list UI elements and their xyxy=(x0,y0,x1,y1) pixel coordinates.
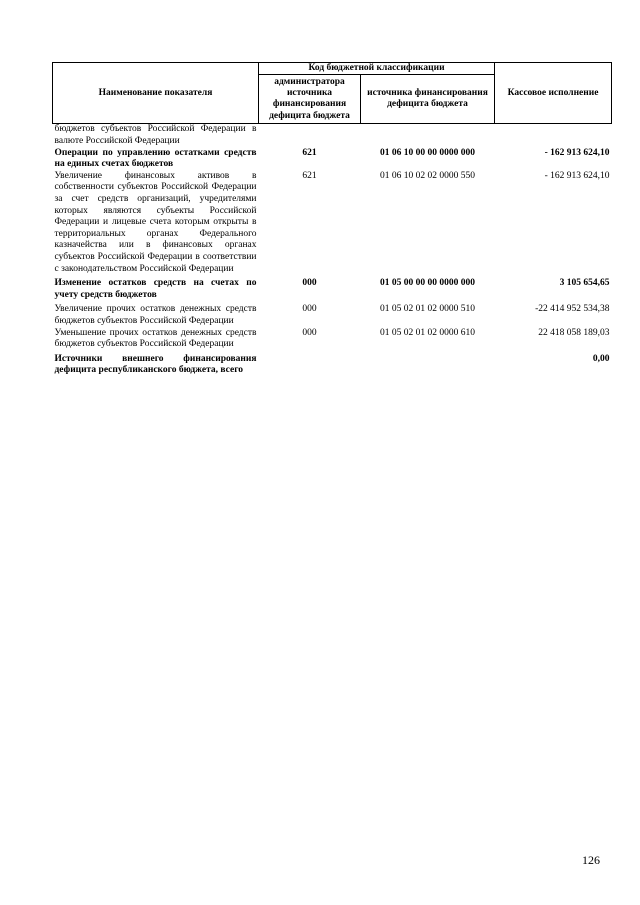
table-row xyxy=(53,328,612,351)
row-admin-code: 000 xyxy=(302,304,317,315)
row-source-code: 01 05 02 01 02 0000 510 xyxy=(380,304,475,315)
row-amount: - 162 913 624,10 xyxy=(544,170,610,181)
table-body xyxy=(53,124,612,377)
row-name: Изменение остатков средств на счетах по учету средств бюджетов xyxy=(54,278,257,300)
row-source-code: 01 05 02 01 02 0000 610 xyxy=(380,327,475,338)
row-name: Увеличение финансовых активов в собственности субъектов Российской Федерации за счет средств организаций, учредителями которых являются субъекты Российской Федерации и лицевые счета которым открыты в территориальных органах Федерального казначейства или в финансовых органах субъектов Российской Федерации в соответствии с законодательством Российской Федерации xyxy=(54,170,257,274)
header-administrator: администратора источника финансирования дефицита бюджета xyxy=(259,75,361,124)
row-source-code: 01 06 10 02 02 0000 550 xyxy=(380,170,475,181)
row-amount: 0,00 xyxy=(592,353,610,364)
row-admin-code: 621 xyxy=(302,147,317,158)
header-indicator-name: Наименование показателя xyxy=(53,63,259,124)
table-row xyxy=(53,124,612,148)
row-name: Источники внешнего финансирования дефицита республиканского бюджета, всего xyxy=(54,353,257,376)
table-row xyxy=(53,351,612,377)
table-header xyxy=(53,63,612,124)
table-row xyxy=(53,301,612,327)
row-admin-code: 621 xyxy=(302,170,317,181)
row-admin-code xyxy=(259,351,361,377)
header-cash-execution: Кассовое исполнение xyxy=(495,63,612,124)
row-amount xyxy=(495,124,612,148)
row-amount: 3 105 654,65 xyxy=(559,278,610,289)
row-admin-code xyxy=(259,124,361,148)
row-name: бюджетов субъектов Российской Федерации в валюте Российской Федерации xyxy=(54,124,257,146)
row-name: Операции по управлению остатками средств на единых счетах бюджетов xyxy=(54,147,257,170)
table-row xyxy=(53,148,612,171)
row-amount: 22 418 058 189,03 xyxy=(538,327,610,338)
row-name: Уменьшение прочих остатков денежных средств бюджетов субъектов Российской Федерации xyxy=(54,327,257,350)
row-source-code xyxy=(361,124,495,148)
table-row xyxy=(53,171,612,275)
row-admin-code: 000 xyxy=(302,278,317,289)
row-admin-code: 000 xyxy=(302,327,317,338)
budget-sources-table xyxy=(52,62,612,377)
row-source-code: 01 06 10 00 00 0000 000 xyxy=(380,147,475,158)
row-name: Увеличение прочих остатков денежных средств бюджетов субъектов Российской Федерации xyxy=(54,304,257,326)
header-source: источника финансирования дефицита бюджета xyxy=(361,75,495,124)
row-source-code xyxy=(361,351,495,377)
row-amount: - 162 913 624,10 xyxy=(544,147,610,158)
header-budget-classification-code: Код бюджетной классификации xyxy=(259,63,495,75)
page-number: 126 xyxy=(582,853,600,867)
row-source-code: 01 05 00 00 00 0000 000 xyxy=(380,278,475,289)
table-row xyxy=(53,275,612,301)
row-amount: -22 414 952 534,38 xyxy=(535,304,610,315)
